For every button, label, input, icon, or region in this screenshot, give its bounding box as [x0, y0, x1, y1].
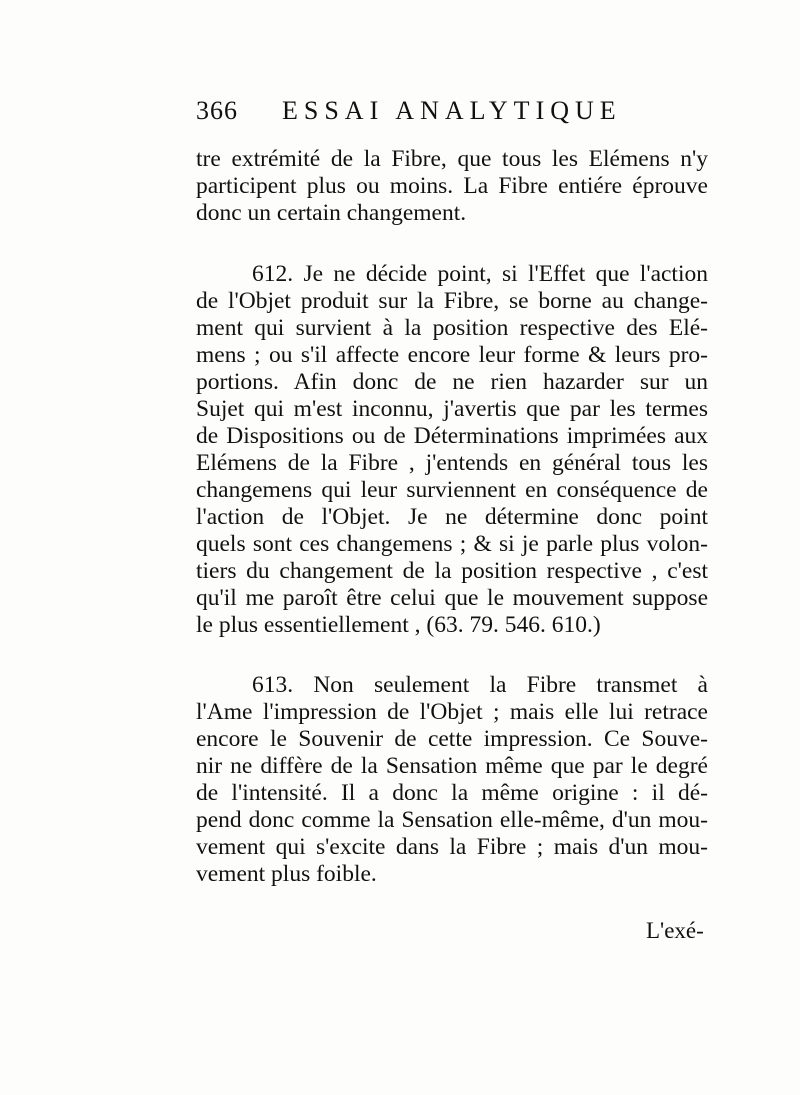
- text-line: le plus essentiellement , (63. 79. 546. 610.): [196, 612, 601, 638]
- text-line: l'Ame l'impression de l'Objet ; mais elle lui retrace: [196, 699, 708, 725]
- text-line: encore le Souvenir de cette impression. Ce Souve-: [196, 726, 708, 752]
- running-title: ESSAI ANALYTIQUE: [282, 96, 622, 125]
- text-line: donc un certain changement.: [196, 200, 467, 226]
- text-line: changemens qui leur surviennent en conséquence de: [196, 477, 708, 503]
- text-line: Elémens de la Fibre , j'entends en général tous les: [196, 450, 708, 476]
- text-line: vement plus foible.: [196, 861, 377, 887]
- text-line: Sujet qui m'est inconnu, j'avertis que par les termes: [196, 396, 708, 422]
- text-line: participent plus ou moins. La Fibre entiére éprouve: [196, 173, 708, 199]
- text-line: de l'intensité. Il a donc la même origine : il dé-: [196, 780, 708, 806]
- text-line: l'action de l'Objet. Je ne détermine donc point: [196, 504, 708, 530]
- text-line: 612. Je ne décide point, si l'Effet que l'action: [252, 261, 708, 287]
- text-line: tiers du changement de la position respective , c'est: [196, 558, 708, 584]
- text-line: de l'Objet produit sur la Fibre, se borne au change-: [196, 288, 708, 314]
- text-line: tre extrémité de la Fibre, que tous les Elémens n'y: [196, 146, 708, 172]
- text-line: de Dispositions ou de Déterminations imprimées aux: [196, 423, 708, 449]
- text-line: portions. Afin donc de ne rien hazarder sur un: [196, 369, 708, 395]
- text-line: nir ne diffère de la Sensation même que par le degré: [196, 753, 708, 779]
- text-line: ment qui survient à la position respective des Elé-: [196, 315, 708, 341]
- text-line: mens ; ou s'il affecte encore leur forme & leurs pro-: [196, 342, 708, 368]
- text-line: quels sont ces changemens ; & si je parle plus volon-: [196, 531, 708, 557]
- running-header: [196, 96, 716, 132]
- page-number: 366: [196, 96, 238, 125]
- text-line: 613. Non seulement la Fibre transmet à: [252, 672, 708, 698]
- text-line: pend donc comme la Sensation elle-même, d'un mou-: [196, 807, 708, 833]
- text-line: qu'il me paroît être celui que le mouvement suppose: [196, 585, 708, 611]
- text-line: vement qui s'excite dans la Fibre ; mais d'un mou-: [196, 834, 708, 860]
- catchword: L'exé-: [646, 918, 704, 943]
